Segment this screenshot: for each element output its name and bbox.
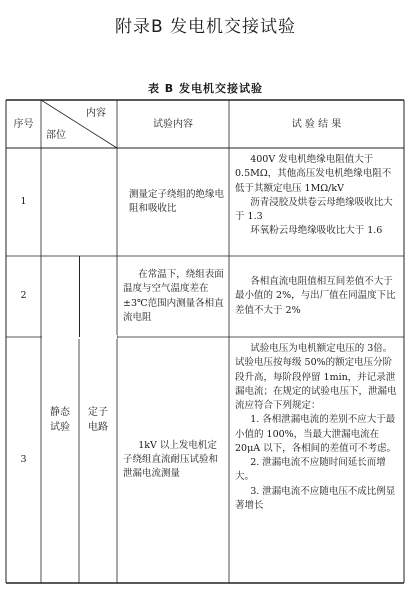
category-part: 静态 试验 — [50, 406, 70, 433]
appendix-title: 附录B 发电机交接试验 — [114, 17, 297, 37]
row-3-content-text: 1kV 以上发电机定子绕组直流耐压试验和泄漏电流测量 — [123, 439, 219, 480]
merge-cover-divider — [79, 256, 80, 337]
row-1-result-line: 沥青浸胶及烘卷云母绝缘吸收比大于 1.3 — [235, 196, 393, 222]
row-3-result-line: 试验电压为电机额定电压的 3倍。试验电压按每级 50%的额定电压分阶段升高，每阶段停留 1min，并记录泄漏电流；在规定的试验电压下，泄漏电流应符合下列规定： — [235, 343, 397, 411]
row-3-seq: 3 — [20, 453, 27, 465]
row-1-content-text: 测量定子绕组的绝缘电阻和吸收比 — [129, 188, 225, 214]
row-1-result-line: 400V 发电机绝缘电阻值大于0.5MΩ，其他高压发电机绝缘电阻不低于其额定电压 1MΩ/kV — [235, 154, 392, 194]
row-3-result-line: 3. 泄漏电流不应随电压不成比例显著增长 — [235, 485, 396, 511]
row-2-content-text: 在常温下，绕组表面温度与空气温度差在±3℃范围内测量各相直流电阻 — [123, 269, 224, 323]
row-2-content — [123, 256, 225, 337]
row-3-result-line: 1. 各相泄漏电流的差别不应大于最小值的 100%，当最大泄漏电流在 20μA 以下，各相间的差值可不考虑。 — [235, 414, 397, 454]
row-2-result — [235, 256, 398, 337]
row-3-result-line: 2. 泄漏电流不应随时间延长而增大。 — [235, 457, 386, 483]
row-1-content — [123, 148, 225, 256]
row-3-result — [235, 342, 398, 580]
header-test-result: 试 验 结 果 — [291, 118, 342, 130]
table-caption: 表 B 发电机交接试验 — [147, 82, 264, 95]
row-2-result-line: 各相直流电阻值相互间差值不大于最小值的 2%，与出厂值在同温度下比差值不大于 2% — [235, 276, 396, 316]
header-test-content: 试验内容 — [153, 118, 193, 130]
row-3-content — [123, 337, 225, 583]
category-sub: 定子 电路 — [88, 406, 108, 433]
header-content: 内容 — [86, 108, 106, 119]
row-1-result-line: 环氧粉云母绝缘吸收比大于 1.6 — [250, 225, 383, 237]
row-1-seq: 1 — [20, 195, 27, 207]
header-part: 部位 — [46, 130, 66, 141]
row-1-result — [235, 153, 398, 253]
row-2-seq: 2 — [20, 290, 27, 302]
header-seq: 序号 — [13, 118, 34, 130]
